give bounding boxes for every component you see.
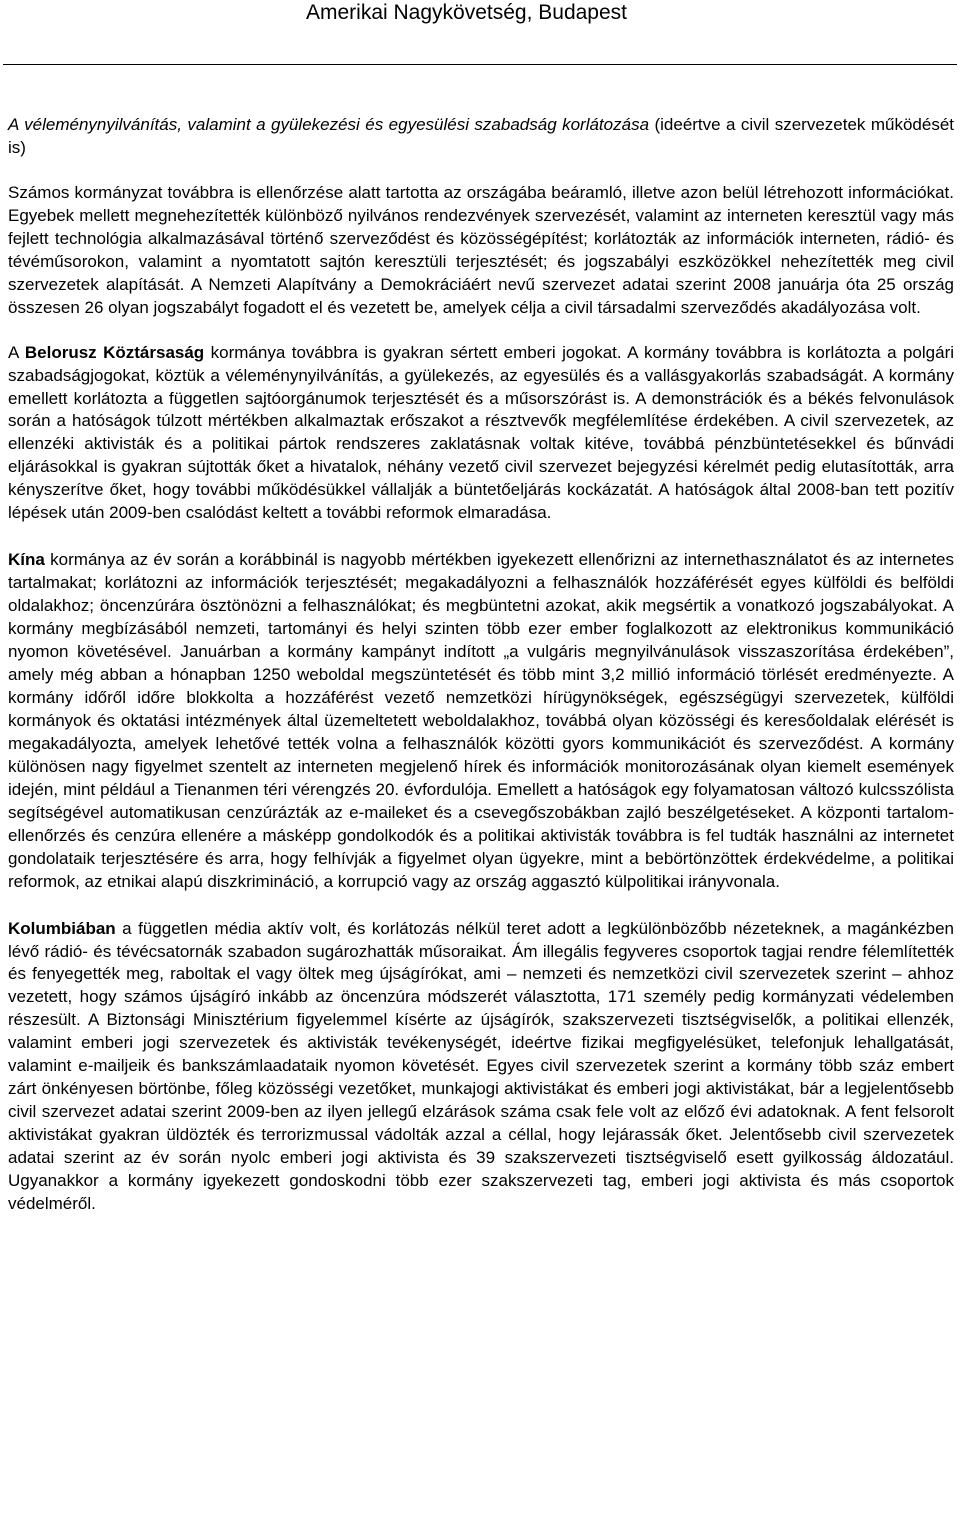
colombia-paragraph [8,918,954,1216]
colombia-country-name: Kolumbiában [8,918,116,938]
page-header [0,0,960,68]
section-heading-rest: (ideértve a civil szervezetek működését is) [8,115,954,157]
belarus-country-name: Belorusz Köztársaság [24,342,205,362]
belarus-paragraph [8,342,954,526]
header-title: Amerikai Nagykövetség, Budapest [306,1,627,24]
intro-paragraph: Számos kormányzat továbbra is ellenőrzése alatt tartotta az országába beáramló, illetve azon belül létrehozott információkat. Egyebek mellett megnehezítették különböző nyilvános rendezvények szervezését, valamint az interneten keresztül vagy más fejlett technológia alkalmazásával történő szerveződést és közösségépítést; korlátozták az információk interneten, rádió- és tévéműsorokon, valamint a nyomtatott sajtón keresztüli terjesztését; és jogszabályi eszközökkel nehezítették meg civil szervezetek alapítását. A Nemzeti Alapítvány a Demokráciáért nevű szervezet adatai szerint 2008 januárja óta 25 ország összesen 26 olyan jogszabályt fogadott el és vezetett be, amelyek célja a civil társadalmi szerveződés akadályozása volt. [8,182,954,317]
document-body [8,114,954,1216]
china-paragraph [8,549,954,893]
section-heading-italic: A véleménynyilvánítás, valamint a gyülekezési és egyesülési szabadság korlátozása [8,115,650,134]
colombia-text: a független média aktív volt, és korlátozás nélkül teret adott a legkülönbözőbb nézeteknek, a magánkézben lévő rádió- és tévécsatornák szabadon sugározhatták műsoraikat. Ám illegális fegyveres csoportok tagjai rendre félemlítették és fenyegették meg, raboltak el vagy öltek meg újságírókat, ami – nemzeti és nemzetközi civil szervezetek szerint – ahhoz vezetett, hogy számos újságíró inkább az öncenzúra módszerét választotta, 171 személy pedig kormányzati védelemben részesült. A Biztonsági Minisztérium figyelemmel kísérte az újságírók, szakszervezeti tisztségviselők, a politikai ellenzék, valamint emberi jogi szervezetek és aktivisták tevékenységét, ideértve fizikai megfigyelésüket, telefonjuk lehallgatását, valamint e-mailjeik és bankszámlaadataik nyomon követését. Egyes civil szervezetek szerint a kormány több száz embert zárt önkényesen börtönbe, főleg közösségi vezetőket, munkajogi aktivistákat és emberi jogi aktivistákat, bár a legjelentősebb civil szervezet adatai szerint 2009-ben az ilyen jellegű elzárások száma csak fele volt az előző évi adatoknak. A fent felsorolt aktivistákat gyakran üldözték és terrorizmussal vádolták azzal a céllal, hogy lejárassák őket. Jelentősebb civil szervezetek adatai szerint az év során nyolc emberi jogi aktivista és 39 szakszervezeti tisztségviselő esett gyilkosság áldozatául. Ugyanakkor a kormány igyekezett gondoskodni több ezer szakszervezeti tag, emberi jogi aktivista és más csoportok védelméről. [8,918,954,1213]
section-heading [8,114,954,160]
china-country-name: Kína [8,550,45,570]
belarus-prefix: A [8,342,25,362]
china-text: kormánya az év során a korábbinál is nagyobb mértékben igyekezett ellenőrizni az internethasználatot és az internetes tartalmakat; korlátozni az információk terjesztését; megakadályozni a felhasználók hozzáférését egyes külföldi és belföldi oldalakhoz; öncenzúrára ösztönözni a felhasználókat; és megbüntetni azokat, akik megsértik a vonatkozó jogszabályokat. A kormány megbízásából nemzeti, tartományi és helyi szinten több ezer ember foglalkozott az elektronikus kommunikáció nyomon követésével. Januárban a kormány kampányt indított „a vulgáris megnyilvánulások visszaszorítása érdekében”, amely még abban a hónapban 1250 weboldal megszüntetését és több mint 3,2 millió információ törlését eredményezte. A kormány időről időre blokkolta a hozzáférést vezető nemzetközi hírügynökségek, egészségügyi szervezetek, külföldi kormányok és oktatási intézmények által üzemeltetett weboldalakhoz, továbbá olyan közösségi és keresőoldalak elérését is megakadályozta, amelyek lehetővé tették volna a felhasználók közötti gyors kommunikációt és szerveződést. A kormány különösen nagy figyelmet szentelt az interneten megjelenő hírek és információk monitorozásának olyan kiemelt események idején, mint például a Tienanmen téri vérengzés 20. évfordulója. Emellett a hatóságok egy folyamatosan változó kulcsszólista segítségével automatikusan cenzúrázták az e-maileket és a csevegőszobákban zajló beszélgetéseket. A központi tartalom-ellenőrzés és cenzúra ellenére a másképp gondolkodók és a politikai aktivisták továbbra is fel tudták használni az internetet gondolataik terjesztésére és arra, hogy felhívják a figyelmet olyan ügyekre, mint a bebörtönzöttek érdekvédelme, a politikai reformok, az etnikai alapú diszkrimináció, a korrupció vagy az ország aggasztó külpolitikai irányvonala. [8,550,954,891]
header-divider [3,64,957,65]
belarus-text: kormánya továbbra is gyakran sértett emberi jogokat. A kormány továbbra is korlátozta a polgári szabadságjogokat, köztük a véleménynyilvánítás, a gyülekezés, az egyesülés és a vallásgyakorlás szabadságát. A kormány emellett korlátozta a független sajtóorgánumok terjesztését és a műsorszórást is. A demonstrációk és a békés felvonulások során a hatóságok túlzott mértékben alkalmaztak erőszakot a résztvevők megfélemlítése érdekében. A civil szervezetek, az ellenzéki aktivisták és a politikai pártok rendszeres zaklatásnak voltak kitéve, továbbá pénzbüntetésekkel és bűnvádi eljárásokkal is gyakran sújtották őket a hivatalok, néhány vezető civil szervezet bejegyzési kérelmét pedig elutasították, arra kényszerítve őket, hogy további működésükkel vállalják a büntetőeljárás kockázatát. A hatóságok által 2008-ban tett pozitív lépések után 2009-ben csalódást keltett a további reformok elmaradása. [8,342,955,523]
